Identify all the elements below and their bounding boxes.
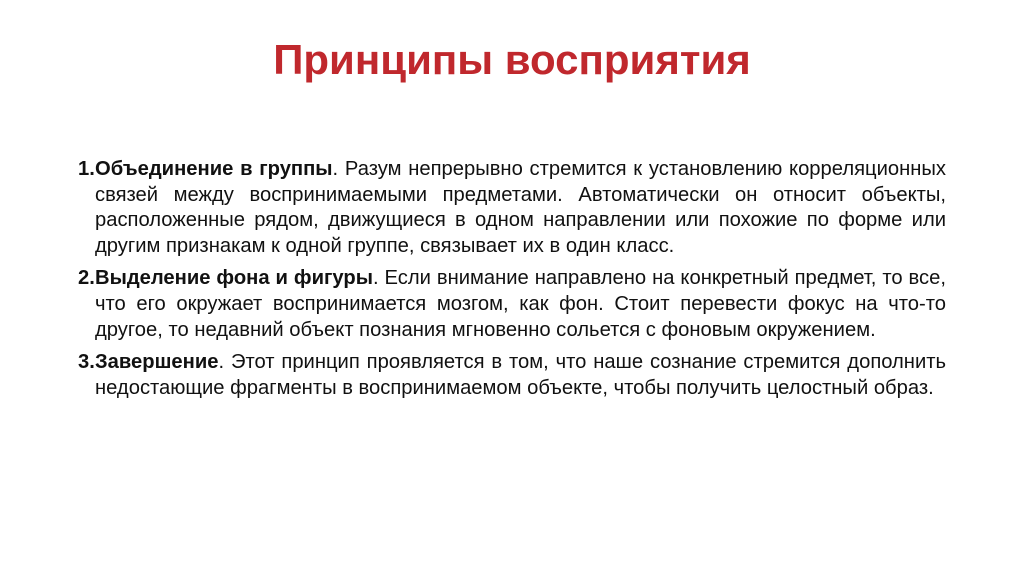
item-text: . Если внимание направлено на конкретный предмет, то все, что его окружает воспринимается мозгом, как фон. Стоит перевести фокус на что-то другое, то недавний объект познания мгновенно сольется с фоновым окружением. [95,267,946,341]
slide-title: Принципы восприятия [273,36,751,83]
item-term: Объединение в группы [95,158,333,180]
item-number: 3. [78,351,95,374]
principles-list [78,157,946,408]
item-number: 2. [78,267,95,290]
list-item [78,350,946,401]
list-item [78,157,946,259]
item-text: . Этот принцип проявляется в том, что наше сознание стремится дополнить недостающие фрагменты в воспринимаемом объекте, чтобы получить целостный образ. [95,351,946,399]
item-term: Выделение фона и фигуры [95,267,373,290]
item-term: Завершение [95,351,219,374]
item-number: 1. [78,158,95,180]
list-item [78,266,946,343]
item-text: . Разум непрерывно стремится к установлению корреляционных связей между воспринимаемыми предметами. Автоматически он относит объекты, расположенные рядом, движущиеся в одном направлении или похожие по форме или другим признакам к одной группе, связывает их в один класс. [95,158,946,257]
